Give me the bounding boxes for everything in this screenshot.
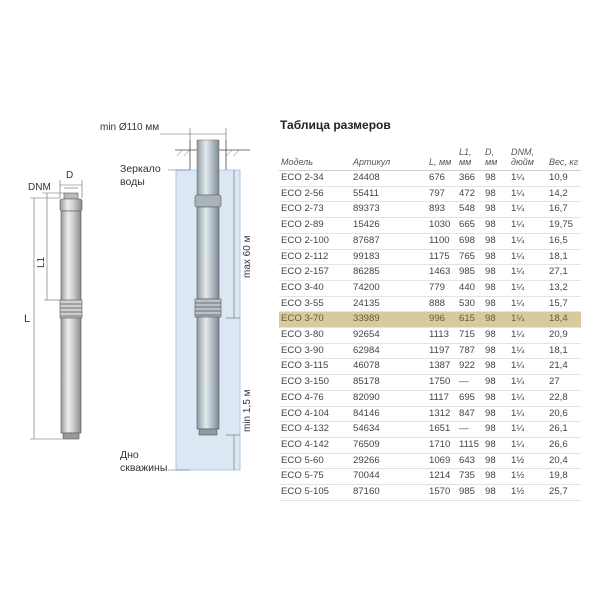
table-cell: ECO 2-100 (279, 233, 351, 249)
table-cell: 20,9 (547, 328, 581, 344)
pump-dimension-drawing (24, 170, 82, 439)
water-mirror-label-line1: Зеркало (120, 163, 161, 175)
table-cell: 1030 (427, 218, 457, 234)
table-cell: 1175 (427, 249, 457, 265)
table-row (279, 469, 581, 485)
well-diameter-label: min Ø110 мм (100, 122, 160, 133)
table-cell: 1¼ (509, 202, 547, 218)
table-cell: ECO 2-73 (279, 202, 351, 218)
table-cell: 16,5 (547, 233, 581, 249)
table-cell: 665 (457, 218, 483, 234)
table-cell: 18,4 (547, 312, 581, 328)
max-depth-label: max 60 м (242, 235, 253, 278)
table-row (279, 265, 581, 281)
table-cell: 548 (457, 202, 483, 218)
table-cell: 893 (427, 202, 457, 218)
table-cell: 99183 (351, 249, 427, 265)
table-cell: 82090 (351, 390, 427, 406)
table-cell: 27 (547, 375, 581, 391)
table-row (279, 343, 581, 359)
water-mirror-label-line2: воды (120, 176, 145, 188)
table-cell: 98 (483, 265, 509, 281)
table-cell: 676 (427, 171, 457, 187)
table-cell: 98 (483, 343, 509, 359)
table-cell: 29266 (351, 453, 427, 469)
table-cell: 25,7 (547, 485, 581, 501)
table-cell: 1¼ (509, 328, 547, 344)
table-cell: 92654 (351, 328, 427, 344)
table-row (279, 359, 581, 375)
table-cell: 1¼ (509, 406, 547, 422)
table-cell: 1¼ (509, 375, 547, 391)
table-cell: 1115 (457, 437, 483, 453)
column-header: Модель (279, 139, 351, 171)
table-row (279, 186, 581, 202)
table-cell: 1½ (509, 469, 547, 485)
table-row (279, 202, 581, 218)
table-cell: 20,6 (547, 406, 581, 422)
table-cell: 62984 (351, 343, 427, 359)
table-cell: 715 (457, 328, 483, 344)
table-cell: 87687 (351, 233, 427, 249)
table-cell: 98 (483, 406, 509, 422)
table-cell: 21,4 (547, 359, 581, 375)
table-row-highlighted (279, 312, 581, 328)
table-row (279, 437, 581, 453)
table-cell: 46078 (351, 359, 427, 375)
table-row (279, 218, 581, 234)
table-cell: 1651 (427, 422, 457, 438)
table-cell: 985 (457, 485, 483, 501)
table-cell: 98 (483, 390, 509, 406)
table-cell: 98 (483, 453, 509, 469)
table-cell: 13,2 (547, 280, 581, 296)
table-cell: 888 (427, 296, 457, 312)
table-cell: 1¼ (509, 171, 547, 187)
column-header: Вес, кг (547, 139, 581, 171)
table-cell: 698 (457, 233, 483, 249)
column-header: D, мм (483, 139, 509, 171)
table-cell: 26,6 (547, 437, 581, 453)
table-cell: 1¼ (509, 359, 547, 375)
table-cell: ECO 5-75 (279, 469, 351, 485)
table-row (279, 280, 581, 296)
table-cell: 1100 (427, 233, 457, 249)
table-cell: 1117 (427, 390, 457, 406)
table-cell: 765 (457, 249, 483, 265)
table-cell: 695 (457, 390, 483, 406)
table-cell: 922 (457, 359, 483, 375)
d-dimension-label: D (66, 170, 74, 181)
table-cell: 26,1 (547, 422, 581, 438)
water-mirror-label (120, 163, 164, 188)
table-cell: 1¼ (509, 312, 547, 328)
well-bottom-label-line2: скважины (120, 462, 168, 474)
table-cell: 98 (483, 375, 509, 391)
table-cell: 1750 (427, 375, 457, 391)
l1-dimension-label: L1 (36, 256, 47, 268)
table-cell: 16,7 (547, 202, 581, 218)
table-cell: 54634 (351, 422, 427, 438)
table-cell: — (457, 375, 483, 391)
table-cell: 98 (483, 422, 509, 438)
table-cell: 70044 (351, 469, 427, 485)
table-cell: 1¼ (509, 390, 547, 406)
table-row (279, 422, 581, 438)
table-cell: 24408 (351, 171, 427, 187)
table-header-row (279, 139, 581, 171)
min-bottom-gap-label: min 1,5 м (242, 389, 253, 432)
table-row (279, 296, 581, 312)
table-cell: ECO 3-115 (279, 359, 351, 375)
table-cell: 86285 (351, 265, 427, 281)
table-cell: 1312 (427, 406, 457, 422)
table-cell: 615 (457, 312, 483, 328)
table-title: Таблица размеров (280, 118, 391, 132)
table-cell: 779 (427, 280, 457, 296)
table-cell: 1¼ (509, 249, 547, 265)
table-cell: 98 (483, 233, 509, 249)
table-cell: 440 (457, 280, 483, 296)
table-cell: ECO 2-157 (279, 265, 351, 281)
table-cell: 19,75 (547, 218, 581, 234)
table-cell: 996 (427, 312, 457, 328)
table-cell: 27,1 (547, 265, 581, 281)
column-header: Артикул (351, 139, 427, 171)
table-row (279, 171, 581, 187)
table-cell: ECO 5-105 (279, 485, 351, 501)
table-cell: 85178 (351, 375, 427, 391)
table-cell: 98 (483, 328, 509, 344)
table-cell: 1710 (427, 437, 457, 453)
table-row (279, 233, 581, 249)
table-cell: ECO 4-76 (279, 390, 351, 406)
table-cell: 1¼ (509, 437, 547, 453)
table-body (279, 171, 581, 501)
table-cell: 84146 (351, 406, 427, 422)
table-cell: ECO 2-56 (279, 186, 351, 202)
table-cell: 1¼ (509, 233, 547, 249)
table-cell: 98 (483, 359, 509, 375)
table-cell: 787 (457, 343, 483, 359)
table-cell: 1570 (427, 485, 457, 501)
table-cell: 1387 (427, 359, 457, 375)
table-cell: 1¼ (509, 265, 547, 281)
table-row (279, 328, 581, 344)
table-cell: 20,4 (547, 453, 581, 469)
table-cell: ECO 2-34 (279, 171, 351, 187)
table-cell: 1¼ (509, 296, 547, 312)
table-cell: 1½ (509, 453, 547, 469)
table-cell: 98 (483, 312, 509, 328)
table-cell: 1069 (427, 453, 457, 469)
well-bottom-label (120, 449, 167, 474)
table-row (279, 453, 581, 469)
table-cell: ECO 2-89 (279, 218, 351, 234)
table-cell: 10,9 (547, 171, 581, 187)
table-cell: ECO 2-112 (279, 249, 351, 265)
column-header: L, мм (427, 139, 457, 171)
table-cell: ECO 4-104 (279, 406, 351, 422)
table-cell: 33989 (351, 312, 427, 328)
table-cell: 1½ (509, 485, 547, 501)
table-cell: 55411 (351, 186, 427, 202)
table-row (279, 249, 581, 265)
dimensions-table (279, 139, 581, 501)
table-cell: 1¼ (509, 186, 547, 202)
table-cell: ECO 3-55 (279, 296, 351, 312)
table-cell: 14,2 (547, 186, 581, 202)
table-cell: 643 (457, 453, 483, 469)
table-cell: 87160 (351, 485, 427, 501)
table-cell: 18,1 (547, 343, 581, 359)
table-cell: 76509 (351, 437, 427, 453)
column-header: DNM, дюйм (509, 139, 547, 171)
table-cell: 735 (457, 469, 483, 485)
table-cell: 98 (483, 437, 509, 453)
table-row (279, 485, 581, 501)
table-cell: 19,8 (547, 469, 581, 485)
table-cell: 98 (483, 280, 509, 296)
table-row (279, 390, 581, 406)
table-cell: 1214 (427, 469, 457, 485)
table-cell: 98 (483, 469, 509, 485)
table-cell: 98 (483, 218, 509, 234)
pump-installation-diagram (0, 0, 280, 600)
table-cell: 366 (457, 171, 483, 187)
table-cell: 530 (457, 296, 483, 312)
table-cell: ECO 3-150 (279, 375, 351, 391)
table-cell: 74200 (351, 280, 427, 296)
well-installation-drawing (100, 122, 253, 474)
table-cell: 1197 (427, 343, 457, 359)
table-cell: 89373 (351, 202, 427, 218)
table-cell: 1¼ (509, 422, 547, 438)
table-cell: 1¼ (509, 280, 547, 296)
table-cell: 98 (483, 485, 509, 501)
table-cell: 15426 (351, 218, 427, 234)
table-cell: ECO 3-80 (279, 328, 351, 344)
table-row (279, 406, 581, 422)
table-cell: ECO 3-70 (279, 312, 351, 328)
table-cell: 98 (483, 249, 509, 265)
table-cell: 24135 (351, 296, 427, 312)
table-cell: ECO 4-132 (279, 422, 351, 438)
table-cell: 98 (483, 186, 509, 202)
table-cell: 985 (457, 265, 483, 281)
table-cell: ECO 3-40 (279, 280, 351, 296)
table-cell: 98 (483, 171, 509, 187)
table-cell: 472 (457, 186, 483, 202)
table-cell: — (457, 422, 483, 438)
table-cell: 797 (427, 186, 457, 202)
table-cell: 1463 (427, 265, 457, 281)
dnm-dimension-label: DNM (28, 182, 51, 193)
table-cell: 1113 (427, 328, 457, 344)
well-bottom-label-line1: Дно (120, 449, 139, 461)
table-cell: ECO 3-90 (279, 343, 351, 359)
table-cell: 1¼ (509, 218, 547, 234)
table-cell: ECO 4-142 (279, 437, 351, 453)
table-cell: 22,8 (547, 390, 581, 406)
table-cell: 18,1 (547, 249, 581, 265)
table-cell: 847 (457, 406, 483, 422)
table-cell: 1¼ (509, 343, 547, 359)
table-cell: 15,7 (547, 296, 581, 312)
table-cell: ECO 5-60 (279, 453, 351, 469)
l-dimension-label: L (24, 313, 31, 325)
dimensions-table-section (279, 118, 581, 501)
table-row (279, 375, 581, 391)
table-cell: 98 (483, 296, 509, 312)
table-cell: 98 (483, 202, 509, 218)
column-header: L1, мм (457, 139, 483, 171)
